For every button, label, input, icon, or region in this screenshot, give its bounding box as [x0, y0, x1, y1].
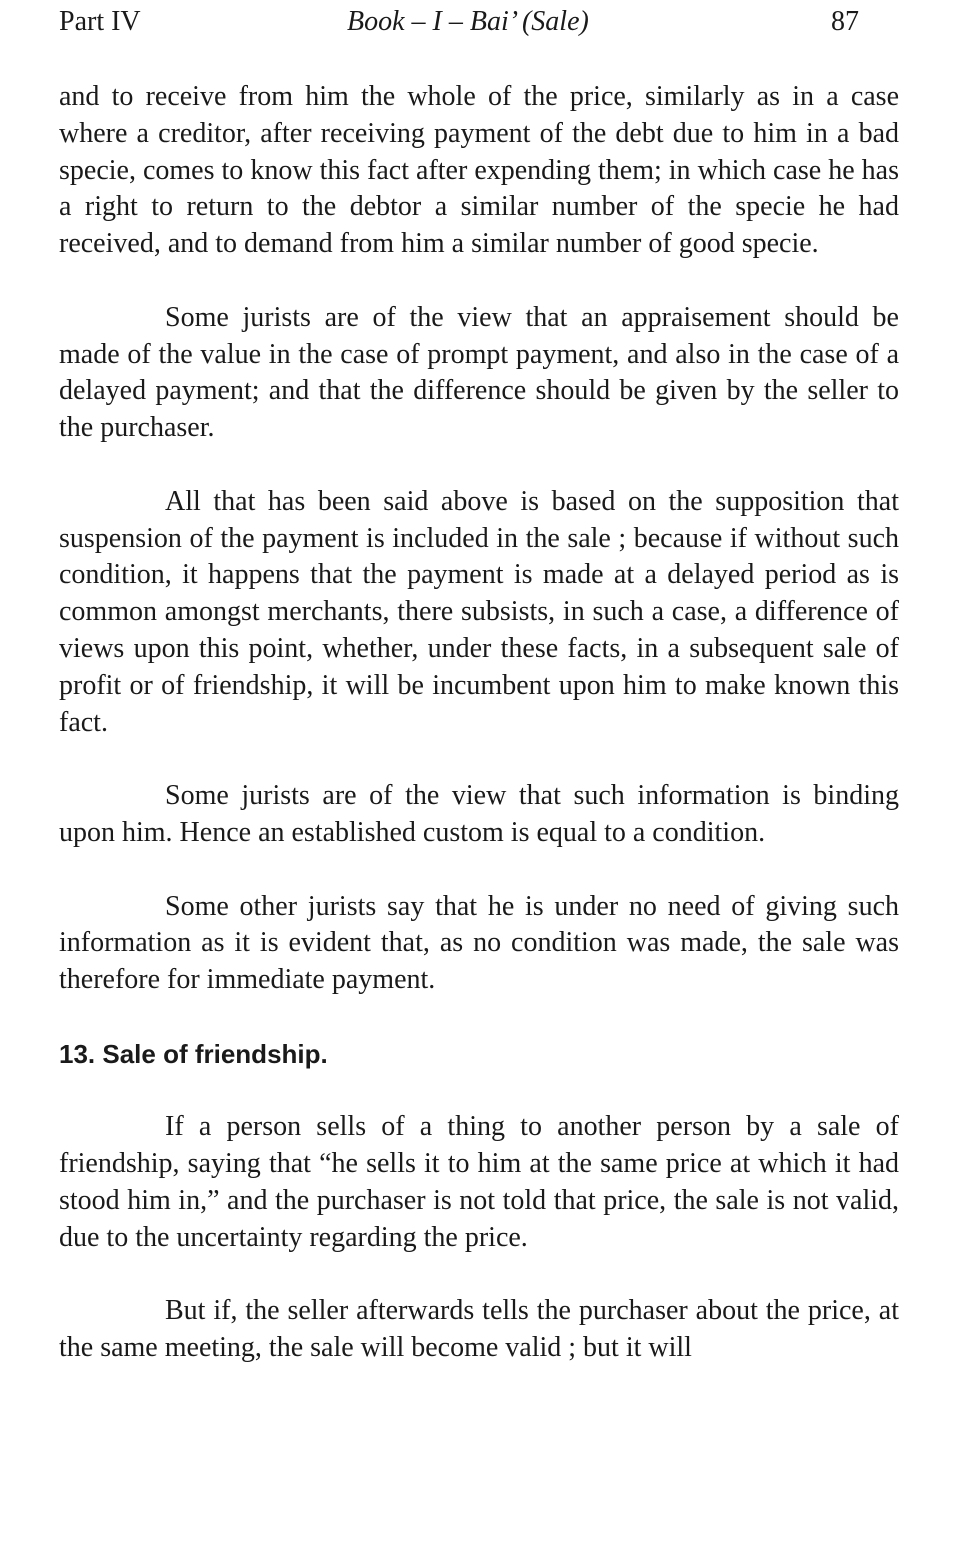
page-body [59, 79, 899, 1367]
section-heading: 13. Sale of friendship. [59, 1038, 328, 1069]
paragraph-immediate-payment: Some other jurists say that he is under no need of giving such information as it is evident that, as no condition was made, the sale was therefore for immediate payment. [59, 890, 899, 996]
paragraph-continuation: and to receive from him the whole of the price, similarly as in a case where a creditor, after receiving payment of the debt due to him in a bad specie, comes to know this fact after expending them; in which case he has a right to return to the debtor a similar number of the specie he had received, and to demand from him a similar number of good specie. [59, 81, 899, 260]
running-header [59, 4, 901, 44]
header-book-title: Book – I – Bai’ (Sale) [347, 6, 589, 37]
paragraph-binding-information: Some jurists are of the view that such information is binding upon him. Hence an established custom is equal to a condition. [59, 780, 899, 848]
page-number: 87 [831, 6, 859, 37]
header-part-label: Part IV [59, 6, 141, 37]
paragraph-seller-tells-price: But if, the seller afterwards tells the purchaser about the price, at the same meeting, the sale will become valid ; but it will [59, 1295, 899, 1364]
paragraph-supposition: All that has been said above is based on the supposition that suspension of the payment is included in the sale ; because if without such condition, it happens that the payment is made at a delayed period as is common amongst merchants, there subsists, in such a case, a difference of views upon this point, whether, under these facts, in a subsequent sale of profit or of friendship, it will be incumbent upon him to make known this fact. [59, 485, 899, 738]
paragraph-sale-of-friendship: If a person sells of a thing to another person by a sale of friendship, saying that “he sells it to him at the same price at which it had stood him in,” and the purchaser is not told that price, the sale is not valid, due to the uncertainty regarding the price. [59, 1111, 899, 1253]
paragraph-appraisement: Some jurists are of the view that an appraisement should be made of the value in the case of prompt payment, and also in the case of a delayed payment; and that the difference should be given by the seller to the purchaser. [59, 301, 899, 444]
